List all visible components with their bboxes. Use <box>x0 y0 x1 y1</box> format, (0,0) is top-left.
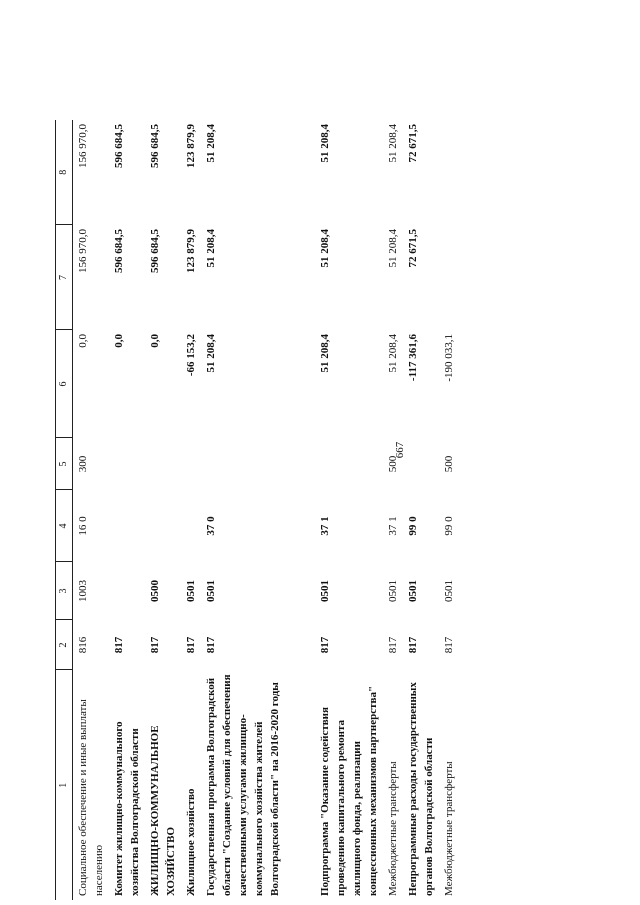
budget-table-container <box>55 120 529 900</box>
row-amount: 156 970,0 <box>77 229 89 273</box>
row-code: 817 <box>407 636 419 654</box>
row-change-amount: -117 361,6 <box>407 334 419 382</box>
row-total: 596 684,5 <box>149 124 161 168</box>
row-program: 37 0 <box>205 516 217 536</box>
row-description: Социальное обеспечение и иные выплаты населению <box>77 699 105 896</box>
row-expense-type <box>315 438 383 490</box>
row-change-amount: 51 208,4 <box>319 334 331 373</box>
row-description: Государственная программа Волгоградской области "Создание условий для обеспечения качественными услугами жилищно-коммунального хозяйства жителей Волгоградской области" на 2016-2020 годы <box>205 674 281 896</box>
row-change-amount: 0,0 <box>77 334 89 348</box>
row-expense-type <box>403 438 439 490</box>
row-section: 0500 <box>149 580 161 602</box>
row-spacer <box>285 120 315 900</box>
column-header: 2 <box>56 620 73 670</box>
row-section: 0501 <box>443 580 455 602</box>
row-description: Межбюджетные трансферты <box>387 761 399 896</box>
row-expense-type <box>201 438 285 490</box>
row-description: Непрограммные расходы государственных органов Волгоградской области <box>407 682 435 896</box>
table-header-row <box>56 120 73 900</box>
column-header: 4 <box>56 490 73 562</box>
row-code: 817 <box>387 636 399 654</box>
row-code: 817 <box>149 636 161 654</box>
table-row <box>181 120 201 900</box>
row-code: 816 <box>77 636 89 654</box>
row-change-amount: -190 033,1 <box>443 334 455 382</box>
row-section <box>109 562 145 620</box>
row-amount: 596 684,5 <box>149 229 161 273</box>
column-header: 7 <box>56 225 73 330</box>
column-header: 3 <box>56 562 73 620</box>
row-change-amount: 51 208,4 <box>205 334 217 373</box>
table-row <box>315 120 383 900</box>
row-amount: 596 684,5 <box>113 229 125 273</box>
row-section: 0501 <box>319 580 331 602</box>
row-section: 1003 <box>77 580 89 602</box>
row-change-amount: 51 208,4 <box>387 334 399 373</box>
table-row <box>439 120 459 900</box>
row-expense-type: 500 <box>387 455 399 473</box>
row-section: 0501 <box>185 580 197 602</box>
row-change-amount: -66 153,2 <box>185 334 197 377</box>
column-header: 5 <box>56 438 73 490</box>
row-amount: 51 208,4 <box>205 229 217 268</box>
table-row <box>201 120 285 900</box>
column-header: 1 <box>56 670 73 900</box>
row-amount: 123 879,9 <box>185 229 197 273</box>
table-body <box>73 120 460 900</box>
row-description: Комитет жилищно-коммунального хозяйства Волгоградской области <box>113 721 141 896</box>
table-row <box>73 120 110 900</box>
table-row <box>383 120 403 900</box>
column-header: 6 <box>56 330 73 438</box>
page-number: 667 <box>394 441 406 459</box>
row-amount <box>439 225 459 330</box>
row-section: 0501 <box>205 580 217 602</box>
row-total: 123 879,9 <box>185 124 197 168</box>
row-program: 37 1 <box>387 516 399 536</box>
row-amount: 51 208,4 <box>387 229 399 268</box>
row-expense-type <box>181 438 201 490</box>
row-program <box>109 490 145 562</box>
row-code: 817 <box>185 636 197 654</box>
row-code: 817 <box>113 636 125 654</box>
row-expense-type: 500 <box>443 455 455 473</box>
row-amount: 72 671,5 <box>407 229 419 268</box>
row-change-amount: 0,0 <box>149 334 161 348</box>
row-program: 99 0 <box>443 516 455 536</box>
row-total <box>439 120 459 225</box>
table-row <box>145 120 181 900</box>
row-total: 51 208,4 <box>205 124 217 163</box>
row-change-amount: 0,0 <box>113 334 125 348</box>
row-program: 16 0 <box>77 516 89 536</box>
row-description: Подпрограмма "Оказание содействия проведению капитального ремонта жилищного фонда, реализации концессионных механизмов партнерства" <box>319 685 379 896</box>
row-program <box>145 490 181 562</box>
row-program <box>181 490 201 562</box>
row-amount: 51 208,4 <box>319 229 331 268</box>
row-section: 0501 <box>387 580 399 602</box>
row-code: 817 <box>205 636 217 654</box>
row-total: 51 208,4 <box>319 124 331 163</box>
row-program: 37 1 <box>319 516 331 536</box>
row-description: Жилищное хозяйство <box>185 788 197 896</box>
row-description: Межбюджетные трансферты <box>443 761 455 896</box>
spacer-cell <box>285 120 315 900</box>
row-expense-type <box>109 438 145 490</box>
row-total: 72 671,5 <box>407 124 419 163</box>
row-total: 156 970,0 <box>77 124 89 168</box>
row-expense-type <box>145 438 181 490</box>
table-row <box>403 120 439 900</box>
row-program: 99 0 <box>407 516 419 536</box>
row-section: 0501 <box>407 580 419 602</box>
row-total: 596 684,5 <box>113 124 125 168</box>
row-expense-type: 300 <box>77 455 89 473</box>
row-code: 817 <box>319 636 331 654</box>
column-header: 8 <box>56 120 73 225</box>
row-description: ЖИЛИЩНО-КОММУНАЛЬНОЕ ХОЗЯЙСТВО <box>149 725 177 896</box>
table-row <box>109 120 145 900</box>
row-code: 817 <box>443 636 455 654</box>
row-total: 51 208,4 <box>387 124 399 163</box>
budget-table <box>55 120 459 900</box>
